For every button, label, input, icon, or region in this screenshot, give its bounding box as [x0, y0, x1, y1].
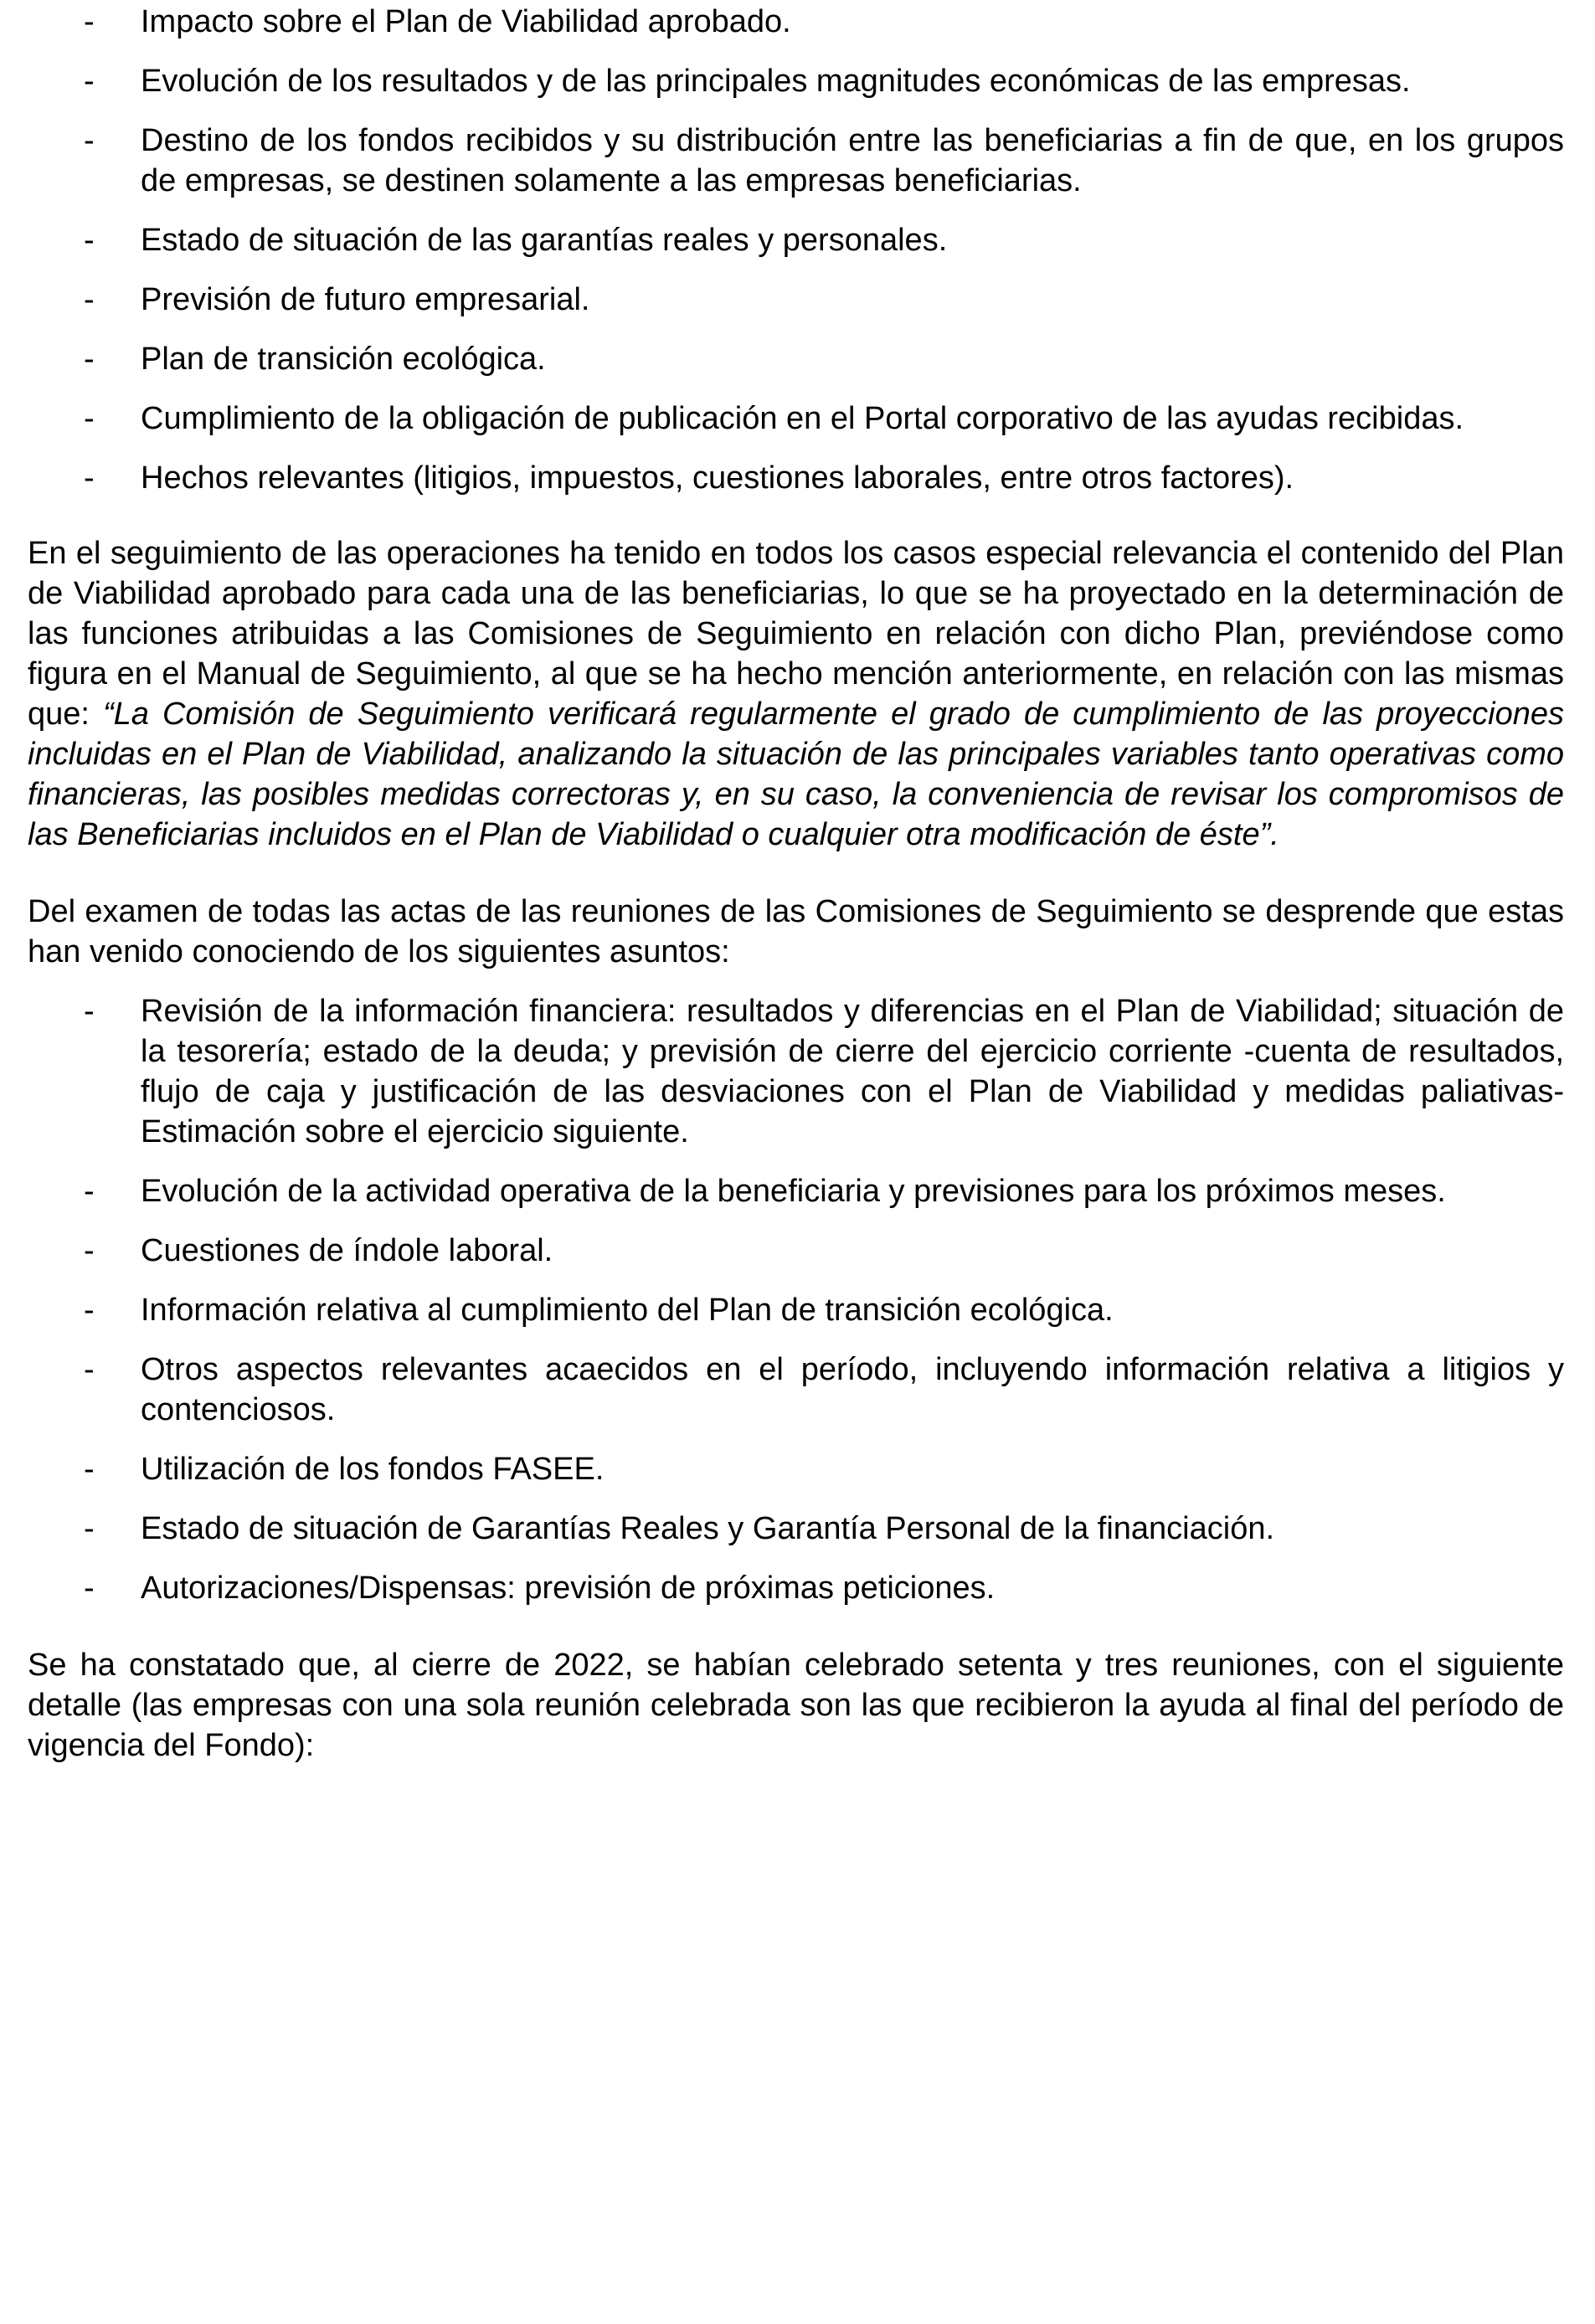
list-item: [28, 61, 1564, 101]
dash-bullet: -: [84, 1511, 95, 1546]
dash-bullet: -: [84, 1233, 95, 1268]
list-item: [28, 1568, 1564, 1608]
list-item: [28, 220, 1564, 260]
list-item: [28, 1231, 1564, 1271]
dash-bullet: -: [84, 1352, 95, 1387]
dash-bullet: -: [84, 223, 95, 258]
dash-bullet: -: [84, 4, 95, 39]
list-item-text: Cumplimiento de la obligación de publicación en el Portal corporativo de las ayudas recibidas.: [141, 401, 1464, 436]
dash-bullet: -: [84, 460, 95, 496]
list-item-text: Plan de transición ecológica.: [141, 342, 546, 377]
document-page: [28, 0, 1564, 1766]
list-item-text: Evolución de los resultados y de las principales magnitudes económicas de las empresas.: [141, 64, 1411, 99]
paragraph-actas: Del examen de todas las actas de las reuniones de las Comisiones de Seguimiento se desprende que estas han venido conociendo de los siguientes asuntos:: [28, 894, 1564, 969]
intro-bullet-list: [28, 2, 1564, 498]
list-item: [28, 458, 1564, 498]
list-item: [28, 1350, 1564, 1430]
list-item: [28, 1290, 1564, 1330]
list-item-text: Cuestiones de índole laboral.: [141, 1233, 553, 1268]
list-item: [28, 339, 1564, 379]
dash-bullet: -: [84, 342, 95, 377]
list-item-text: Evolución de la actividad operativa de la beneficiaria y previsiones para los próximos meses.: [141, 1174, 1446, 1209]
dash-bullet: -: [84, 1452, 95, 1487]
dash-bullet: -: [84, 994, 95, 1029]
list-item: [28, 398, 1564, 439]
list-item-text: Previsión de futuro empresarial.: [141, 282, 590, 317]
dash-bullet: -: [84, 1174, 95, 1209]
list-item-text: Estado de situación de Garantías Reales y Garantía Personal de la financiación.: [141, 1511, 1275, 1546]
list-item: [28, 1449, 1564, 1489]
dash-bullet: -: [84, 282, 95, 317]
list-item-text: Información relativa al cumplimiento del Plan de transición ecológica.: [141, 1293, 1114, 1328]
list-item: [28, 991, 1564, 1152]
list-item: [28, 280, 1564, 320]
list-item: [28, 1171, 1564, 1211]
list-item-text: Utilización de los fondos FASEE.: [141, 1452, 605, 1487]
dash-bullet: -: [84, 1293, 95, 1328]
list-item: [28, 121, 1564, 201]
dash-bullet: -: [84, 123, 95, 158]
paragraph-seguimiento: [28, 533, 1564, 855]
list-item-text: Estado de situación de las garantías reales y personales.: [141, 223, 948, 258]
list-item-text: Destino de los fondos recibidos y su distribución entre las beneficiarias a fin de que, en los grupos de empresas, se destinen solamente a las empresas beneficiarias.: [141, 123, 1564, 198]
list-item-text: Autorizaciones/Dispensas: previsión de próximas peticiones.: [141, 1571, 996, 1606]
dash-bullet: -: [84, 1571, 95, 1606]
list-item-text: Revisión de la información financiera: resultados y diferencias en el Plan de Viabilidad; situación de la tesorería; estado de la deuda; y previsión de cierre del ejercicio corriente -cuenta de resultados, flujo de caja y justificación de las desviaciones con el Plan de Viabilidad y medidas paliativas- Estimación sobre el ejercicio siguiente.: [141, 994, 1564, 1149]
list-item-text: Otros aspectos relevantes acaecidos en el período, incluyendo información relativa a litigios y contenciosos.: [141, 1352, 1564, 1427]
manual-quote: “La Comisión de Seguimiento verificará regularmente el grado de cumplimiento de las proyecciones incluidas en el Plan de Viabilidad, analizando la situación de las principales variables tanto operativas como financieras, las posibles medidas correctoras y, en su caso, la conveniencia de revisar los compromisos de las Beneficiarias incluidos en el Plan de Viabilidad o cualquier otra modificación de éste”.: [28, 697, 1564, 852]
paragraph-reuniones: Se ha constatado que, al cierre de 2022, se habían celebrado setenta y tres reuniones, con el siguiente detalle (las empresas con una sola reunión celebrada son las que recibieron la ayuda al final del período de vigencia del Fondo):: [28, 1648, 1564, 1763]
list-item: [28, 1509, 1564, 1549]
paragraph-text: En el seguimiento de las operaciones ha tenido en todos los casos especial relevancia el contenido del Plan de Viabilidad aprobado para cada una de las beneficiarias, lo que se ha proyectado en la determinación de las funciones atribuidas a las Comisiones de Seguimiento en relación con dicho Plan, previéndose como figura en el Manual de Seguimiento, al que se ha hecho mención anteriormente, en relación con las mismas que:: [28, 536, 1564, 732]
dash-bullet: -: [84, 64, 95, 99]
list-item-text: Hechos relevantes (litigios, impuestos, cuestiones laborales, entre otros factores).: [141, 460, 1294, 496]
list-item: [28, 2, 1564, 42]
dash-bullet: -: [84, 401, 95, 436]
list-item-text: Impacto sobre el Plan de Viabilidad aprobado.: [141, 4, 791, 39]
asuntos-bullet-list: [28, 991, 1564, 1608]
